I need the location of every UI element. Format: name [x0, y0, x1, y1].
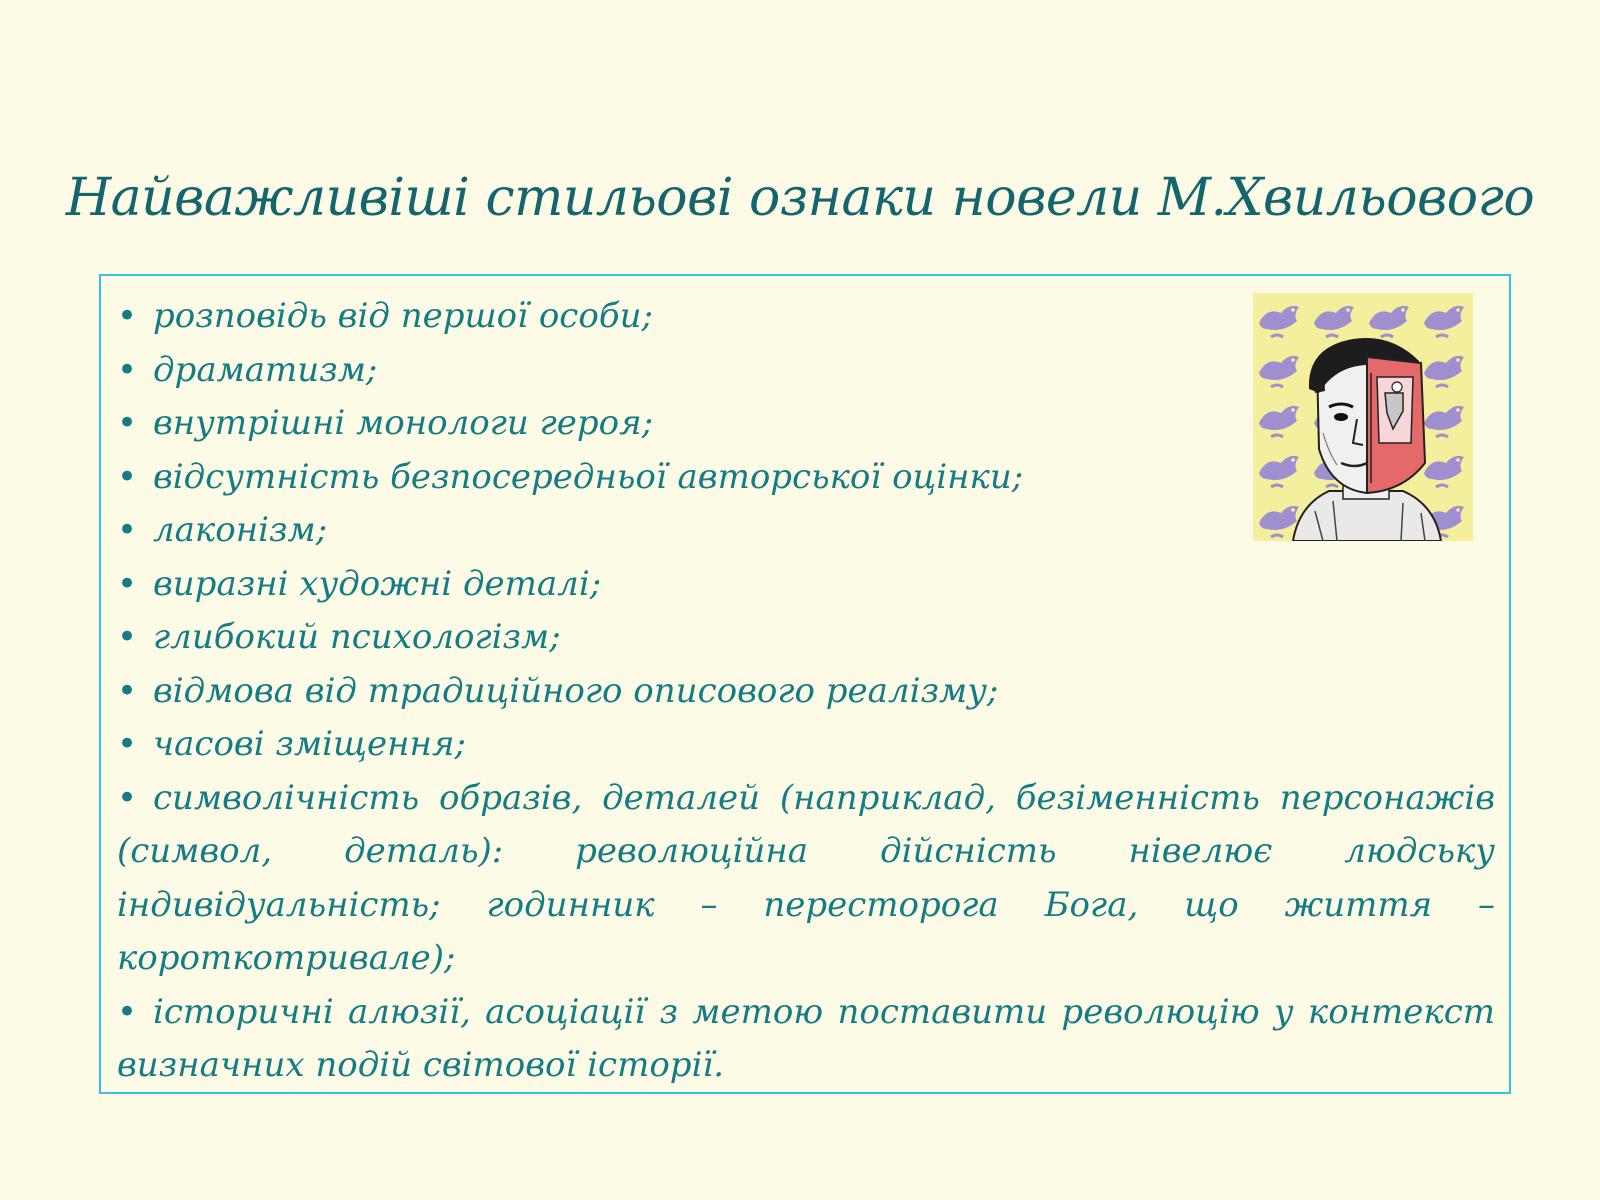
- list-item-text: розповідь від першої особи;: [153, 296, 653, 336]
- list-item: [117, 558, 1495, 612]
- list-item-text: відсутність безпосередньої авторської оцінки;: [153, 456, 1024, 497]
- list-item: [117, 772, 1495, 986]
- list-item: [117, 665, 1495, 719]
- list-item-text: драматизм;: [153, 349, 378, 390]
- content-box: [99, 274, 1511, 1094]
- bullet-icon: •: [117, 349, 138, 390]
- list-item-text: символічність образів, деталей (наприклад, безіменність персонажів (символ, деталь): революційна дійсність нівелює людську індивідуальність; годинник – пересторога Бога, що життя – короткотривале);: [117, 777, 1495, 978]
- list-item-text: історичні алюзії, асоціації з метою поставити революцію у контекст визначних подій світової історії.: [117, 991, 1495, 1085]
- list-item: [117, 611, 1495, 665]
- bullet-icon: •: [117, 510, 138, 550]
- bullet-icon: •: [117, 296, 138, 336]
- slide-title: Найважливіші стильові ознаки новели М.Хвильового: [65, 168, 1535, 228]
- list-item-text: часові зміщення;: [153, 724, 466, 764]
- list-item-text: виразні художні деталі;: [153, 563, 602, 604]
- author-portrait-icon: [1253, 293, 1473, 541]
- list-item-text: відмова від традиційного описового реалізму;: [153, 670, 999, 711]
- list-item: [117, 986, 1495, 1093]
- bullet-icon: •: [117, 617, 138, 657]
- list-item-text: лаконізм;: [153, 510, 328, 550]
- bullet-icon: •: [117, 456, 138, 497]
- bullet-icon: •: [117, 724, 138, 764]
- list-item-text: внутрішні монологи героя;: [153, 403, 654, 443]
- list-item-text: глибокий психологізм;: [153, 617, 561, 657]
- bullet-icon: •: [117, 777, 138, 818]
- bullet-icon: •: [117, 403, 138, 443]
- list-item: [117, 718, 1495, 772]
- bullet-icon: •: [117, 991, 138, 1032]
- bullet-icon: •: [117, 563, 138, 604]
- bullet-icon: •: [117, 670, 138, 711]
